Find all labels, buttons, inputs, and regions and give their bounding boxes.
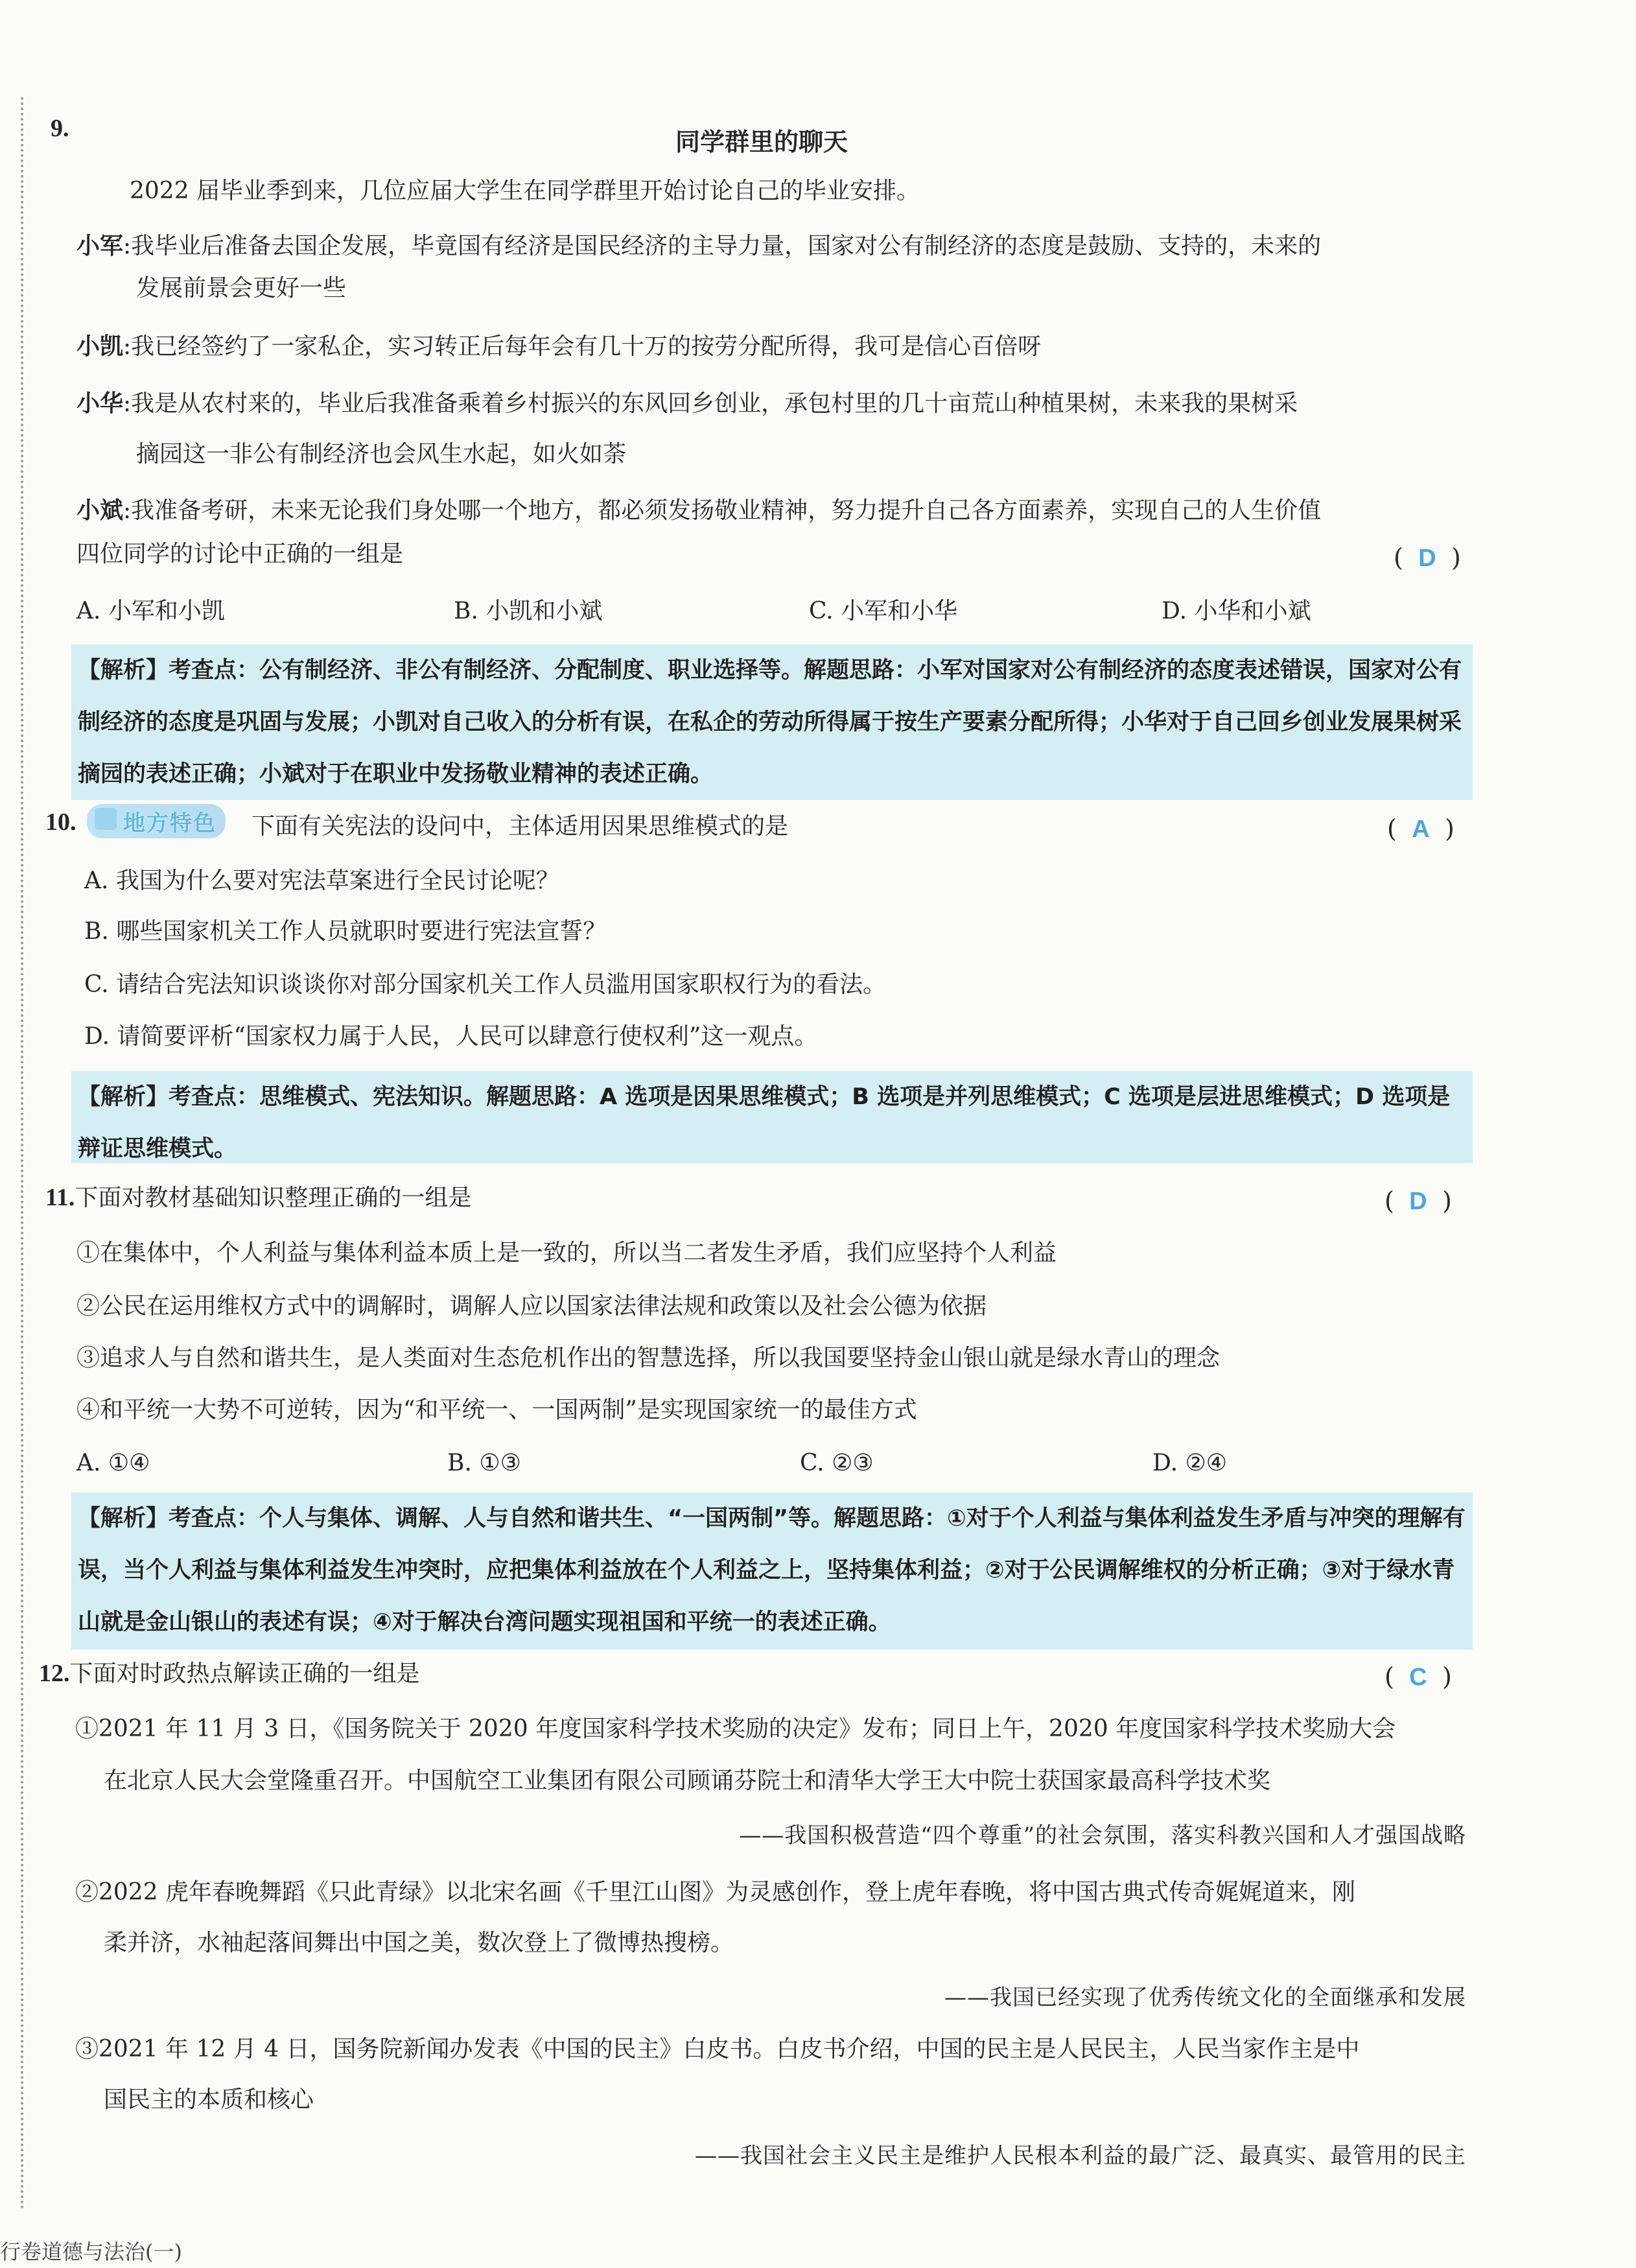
interpretation-source: ——我国社会主义民主是维护人民根本利益的最广泛、最真实、最管用的民主	[695, 2143, 1466, 2169]
local-feature-badge	[87, 804, 226, 838]
option-b: B. ①③	[447, 1450, 521, 1476]
question-12-number: 12.	[39, 1660, 70, 1687]
speaker-colon: :	[123, 390, 132, 417]
option-a: A. 小军和小凯	[76, 598, 225, 624]
analysis-box	[71, 1493, 1473, 1649]
question-9-question: 四位同学的讨论中正确的一组是	[76, 541, 404, 567]
answer-letter: D	[1418, 545, 1436, 572]
question-11-stem: 下面对教材基础知识整理正确的一组是	[75, 1185, 472, 1211]
dialog-line	[76, 388, 1298, 420]
question-11-line	[45, 1181, 471, 1214]
statement-item: ②公民在运用维权方式中的调解时，调解人应以国家法律法规和政策以及社会公德为依据	[76, 1293, 987, 1319]
speaker-name: 小凯	[76, 333, 124, 360]
news-item-line: ①2021 年 11 月 3 日，《国务院关于 2020 年度国家科学技术奖励的决定》发布；同日上午，2020 年度国家科学技术奖励大会	[75, 1716, 1396, 1742]
news-item-line: 在北京人民大会堂隆重召开。中国航空工业集团有限公司顾诵芬院士和清华大学王大中院士获国家最高科学技术奖	[104, 1767, 1271, 1794]
analysis-text: 考查点：公有制经济、非公有制经济、分配制度、职业选择等。解题思路：小军对国家对公有制经济的态度表述错误，国家对公有制经济的态度是巩固与发展；小凯对自己收入的分析有误，在私企的劳动所得属于按生产要素分配所得；小华对于自己回乡创业发展果树采摘园的表述正确；小斌对于在职业中发扬敬业精神的表述正确。	[78, 657, 1462, 787]
speaker-name: 小斌	[76, 497, 124, 524]
statement-item: ④和平统一大势不可逆转，因为“和平统一、一国两制”是实现国家统一的最佳方式	[76, 1397, 917, 1423]
answer-bracket: ( A )	[1387, 814, 1455, 843]
speaker-colon: :	[123, 333, 132, 360]
speaker-colon: :	[123, 497, 132, 524]
answer-letter: C	[1409, 1664, 1427, 1691]
option-b: B. 哪些国家机关工作人员就职时要进行宪法宣誓？	[84, 918, 607, 945]
question-10-number: 10.	[45, 809, 76, 836]
news-item-line: 柔并济，水袖起落间舞出中国之美，数次登上了微博热搜榜。	[104, 1930, 734, 1956]
analysis-tag: 【解析】	[78, 657, 169, 683]
dialog-text: 我已经签约了一家私企，实习转正后每年会有几十万的按劳分配所得，我可是信心百倍呀	[131, 333, 1042, 360]
analysis-text: 考查点：思维模式、宪法知识。解题思路：A 选项是因果思维模式；B 选项是并列思维模式；C 选项是层进思维模式；D 选项是辩证思维模式。	[78, 1084, 1451, 1162]
option-c: C. 请结合宪法知识谈谈你对部分国家机关工作人员滥用国家职权行为的看法。	[84, 971, 887, 998]
option-b: B. 小凯和小斌	[454, 598, 603, 624]
answer-letter: A	[1412, 816, 1430, 843]
analysis-box	[71, 1071, 1473, 1163]
speaker-name: 小军	[76, 233, 124, 259]
dialog-line	[76, 331, 1041, 363]
option-a: A. ①④	[76, 1450, 150, 1476]
answer-bracket: ( C )	[1385, 1662, 1452, 1691]
dialog-line	[76, 495, 1321, 527]
news-item-line: ②2022 虎年春晚舞蹈《只此青绿》以北宋名画《千里江山图》为灵感创作，登上虎年春晚，将中国古典式传奇娓娓道来，刚	[75, 1879, 1356, 1906]
news-item-line: 国民主的本质和核心	[104, 2086, 314, 2113]
analysis-tag: 【解析】	[78, 1084, 169, 1110]
dialog-text-continued: 摘园这一非公有制经济也会风生水起，如火如荼	[136, 441, 627, 467]
answer-letter: D	[1409, 1188, 1427, 1215]
speaker-colon: :	[123, 233, 132, 259]
thumbs-up-icon	[95, 808, 117, 830]
speaker-name: 小华	[76, 390, 124, 417]
badge-label: 地方特色	[123, 810, 216, 836]
dialog-text: 我是从农村来的，毕业后我准备乘着乡村振兴的东风回乡创业，承包村里的几十亩荒山种植果树，未来我的果树采	[131, 390, 1298, 417]
interpretation-source: ——我国积极营造“四个尊重”的社会氛围，落实科教兴国和人才强国战略	[739, 1823, 1466, 1849]
question-9-number: 9.	[51, 115, 69, 142]
interpretation-source: ——我国已经实现了优秀传统文化的全面继承和发展	[944, 1985, 1466, 2011]
page-footer: 行卷道德与法治(一)	[0, 2239, 182, 2264]
question-9-title: 同学群里的聊天	[675, 128, 848, 156]
question-12-stem: 下面对时政热点解读正确的一组是	[69, 1660, 420, 1687]
news-item-line: ③2021 年 12 月 4 日，国务院新闻办发表《中国的民主》白皮书。白皮书介绍，中国的民主是人民民主，人民当家作主是中	[75, 2036, 1360, 2062]
dialog-line	[76, 230, 1321, 263]
statement-item: ③追求人与自然和谐共生，是人类面对生态危机作出的智慧选择，所以我国要坚持金山银山就是绿水青山的理念	[76, 1345, 1221, 1371]
question-9-intro: 2022 届毕业季到来，几位应届大学生在同学群里开始讨论自己的毕业安排。	[130, 178, 920, 204]
question-11-number: 11.	[45, 1184, 75, 1211]
analysis-tag: 【解析】	[78, 1506, 169, 1531]
option-a: A. 我国为什么要对宪法草案进行全民讨论呢？	[84, 868, 559, 894]
dialog-text: 我准备考研，未来无论我们身处哪一个地方，都必须发扬敬业精神，努力提升自己各方面素养，实现自己的人生价值	[131, 497, 1322, 524]
answer-bracket: ( D )	[1385, 1187, 1452, 1215]
analysis-box	[71, 644, 1473, 800]
option-d: D. 请简要评析“国家权力属于人民，人民可以肆意行使权利”这一观点。	[84, 1023, 818, 1050]
statement-item: ①在集体中，个人利益与集体利益本质上是一致的，所以当二者发生矛盾，我们应坚持个人利益	[76, 1240, 1057, 1266]
analysis-text: 考查点：个人与集体、调解、人与自然和谐共生、“一国两制”等。解题思路：①对于个人利益与集体利益发生矛盾与冲突的理解有误，当个人利益与集体利益发生冲突时，应把集体利益放在个人利益之上，坚持集体利益；②对于公民调解维权的分析正确；③对于绿水青山就是金山银山的表述有误；④对于解决台湾问题实现祖国和平统一的表述正确。	[78, 1506, 1466, 1635]
option-d: D. 小华和小斌	[1162, 598, 1311, 624]
question-12-line	[39, 1657, 420, 1690]
dialog-text-continued: 发展前景会更好一些	[136, 275, 347, 301]
dialog-text: 我毕业后准备去国企发展，毕竟国有经济是国民经济的主导力量，国家对公有制经济的态度是鼓励、支持的，未来的	[131, 233, 1322, 259]
option-c: C. 小军和小华	[809, 598, 958, 624]
binding-margin-line	[21, 97, 23, 2211]
question-10-stem: 下面有关宪法的设问中，主体适用因果思维模式的是	[251, 813, 789, 840]
answer-bracket: ( D )	[1394, 543, 1461, 572]
option-c: C. ②③	[800, 1450, 874, 1476]
option-d: D. ②④	[1152, 1450, 1228, 1476]
